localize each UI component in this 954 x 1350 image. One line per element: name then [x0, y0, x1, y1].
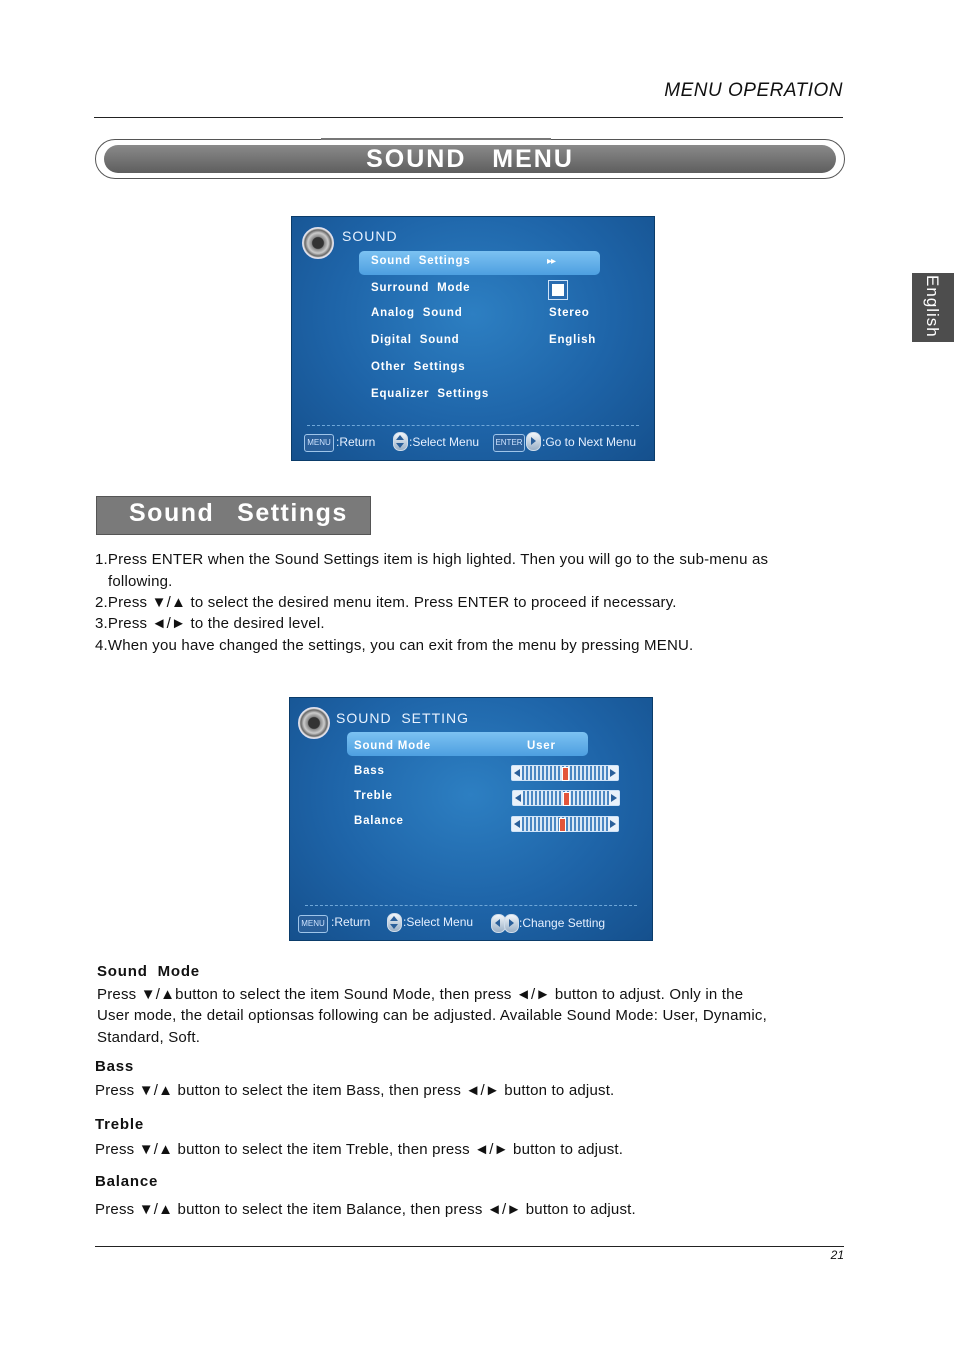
footer-select-label: :Select Menu	[409, 435, 480, 449]
balance-text: Press ▼/▲ button to select the item Balance, then press ◄/► button to adjust.	[95, 1201, 636, 1218]
menu-item-digital-sound[interactable]: Digital Sound	[371, 334, 460, 346]
setting-item-balance[interactable]: Balance	[354, 815, 404, 827]
menu-item-other-settings[interactable]: Other Settings	[371, 361, 466, 373]
header-divider	[94, 117, 843, 118]
sound-setting-screen	[289, 697, 653, 941]
footer-return-label: :Return	[336, 435, 376, 449]
footer-select-label: :Select Menu	[403, 915, 474, 929]
language-tab	[912, 273, 954, 342]
checkbox-fill	[552, 284, 564, 296]
footer-divider	[307, 425, 639, 426]
balance-slider[interactable]	[511, 816, 619, 832]
banner-bar	[104, 145, 836, 173]
menu-key-icon: MENU	[298, 915, 328, 933]
up-down-key-icon	[387, 913, 402, 932]
up-down-key-icon	[393, 432, 408, 451]
sound-menu-title: SOUND	[342, 228, 398, 244]
right-key-icon	[526, 432, 541, 451]
setting-item-bass[interactable]: Bass	[354, 765, 385, 777]
analog-sound-value: Stereo	[549, 307, 590, 319]
instruction-line-1-cont: following.	[108, 573, 173, 590]
menu-key-icon: MENU	[304, 434, 334, 452]
treble-slider[interactable]	[512, 790, 620, 806]
instruction-line-1: 1.Press ENTER when the Sound Settings item is high lighted. Then you will go to the sub-menu as	[95, 551, 769, 568]
right-key-icon	[504, 914, 519, 933]
treble-heading: Treble	[95, 1116, 144, 1133]
instruction-line-2: 2.Press ▼/▲ to select the desired menu item. Press ENTER to proceed if necessary.	[95, 594, 677, 611]
bass-slider[interactable]	[511, 765, 619, 781]
sound-mode-text-2: User mode, the detail optionsas following can be adjusted. Available Sound Mode: User, Dynamic,	[97, 1007, 767, 1024]
language-tab-label: English	[923, 275, 942, 338]
menu-item-analog-sound[interactable]: Analog Sound	[371, 307, 463, 319]
submenu-arrow-icon: ▸▸	[547, 256, 556, 267]
treble-slider-thumb[interactable]	[563, 792, 570, 806]
footer-next-label: :Go to Next Menu	[542, 435, 637, 449]
slider-left-arrow-icon	[515, 794, 521, 802]
sound-mode-text-3: Standard, Soft.	[97, 1029, 201, 1046]
menu-item-equalizer-settings[interactable]: Equalizer Settings	[371, 388, 490, 400]
surround-checkbox[interactable]	[548, 280, 568, 300]
speaker-icon	[302, 227, 334, 259]
setting-item-treble[interactable]: Treble	[354, 790, 393, 802]
sound-mode-text-1: Press ▼/▲button to select the item Sound Mode, then press ◄/► button to adjust. Only in the	[97, 986, 744, 1003]
slider-right-arrow-icon	[611, 794, 617, 802]
section-heading-box	[96, 496, 371, 535]
banner-top-accent	[321, 138, 551, 140]
sound-setting-title: SOUND SETTING	[336, 710, 470, 726]
speaker-icon	[298, 707, 330, 739]
footer-divider	[95, 1246, 844, 1247]
balance-slider-thumb[interactable]	[559, 818, 566, 832]
section-banner	[95, 139, 845, 179]
setting-item-sound-mode[interactable]: Sound Mode	[354, 740, 431, 752]
slider-left-arrow-icon	[514, 769, 520, 777]
sound-menu-screen	[291, 216, 655, 461]
sound-mode-value: User	[527, 740, 556, 752]
menu-item-surround-mode[interactable]: Surround Mode	[371, 282, 471, 294]
instruction-line-4: 4.When you have changed the settings, you can exit from the menu by pressing MENU.	[95, 637, 694, 654]
slider-left-arrow-icon	[514, 820, 520, 828]
slider-right-arrow-icon	[610, 769, 616, 777]
bass-slider-thumb[interactable]	[562, 767, 569, 781]
section-heading: Sound Settings	[129, 499, 348, 527]
footer-change-label: :Change Setting	[519, 916, 606, 930]
instruction-line-3: 3.Press ◄/► to the desired level.	[95, 615, 325, 632]
menu-item-sound-settings[interactable]: Sound Settings	[371, 255, 471, 267]
bass-heading: Bass	[95, 1058, 135, 1075]
enter-key-icon: ENTER	[493, 434, 525, 452]
slider-right-arrow-icon	[610, 820, 616, 828]
banner-title: SOUND MENU	[366, 145, 574, 173]
bass-text: Press ▼/▲ button to select the item Bass, then press ◄/► button to adjust.	[95, 1082, 615, 1099]
balance-heading: Balance	[95, 1173, 159, 1190]
footer-divider	[305, 905, 637, 906]
sound-mode-heading: Sound Mode	[97, 963, 200, 980]
page-header-title: MENU OPERATION	[664, 80, 843, 101]
page-number: 21	[830, 1248, 844, 1262]
footer-return-label: :Return	[331, 915, 371, 929]
digital-sound-value: English	[549, 334, 597, 346]
treble-text: Press ▼/▲ button to select the item Treble, then press ◄/► button to adjust.	[95, 1141, 624, 1158]
